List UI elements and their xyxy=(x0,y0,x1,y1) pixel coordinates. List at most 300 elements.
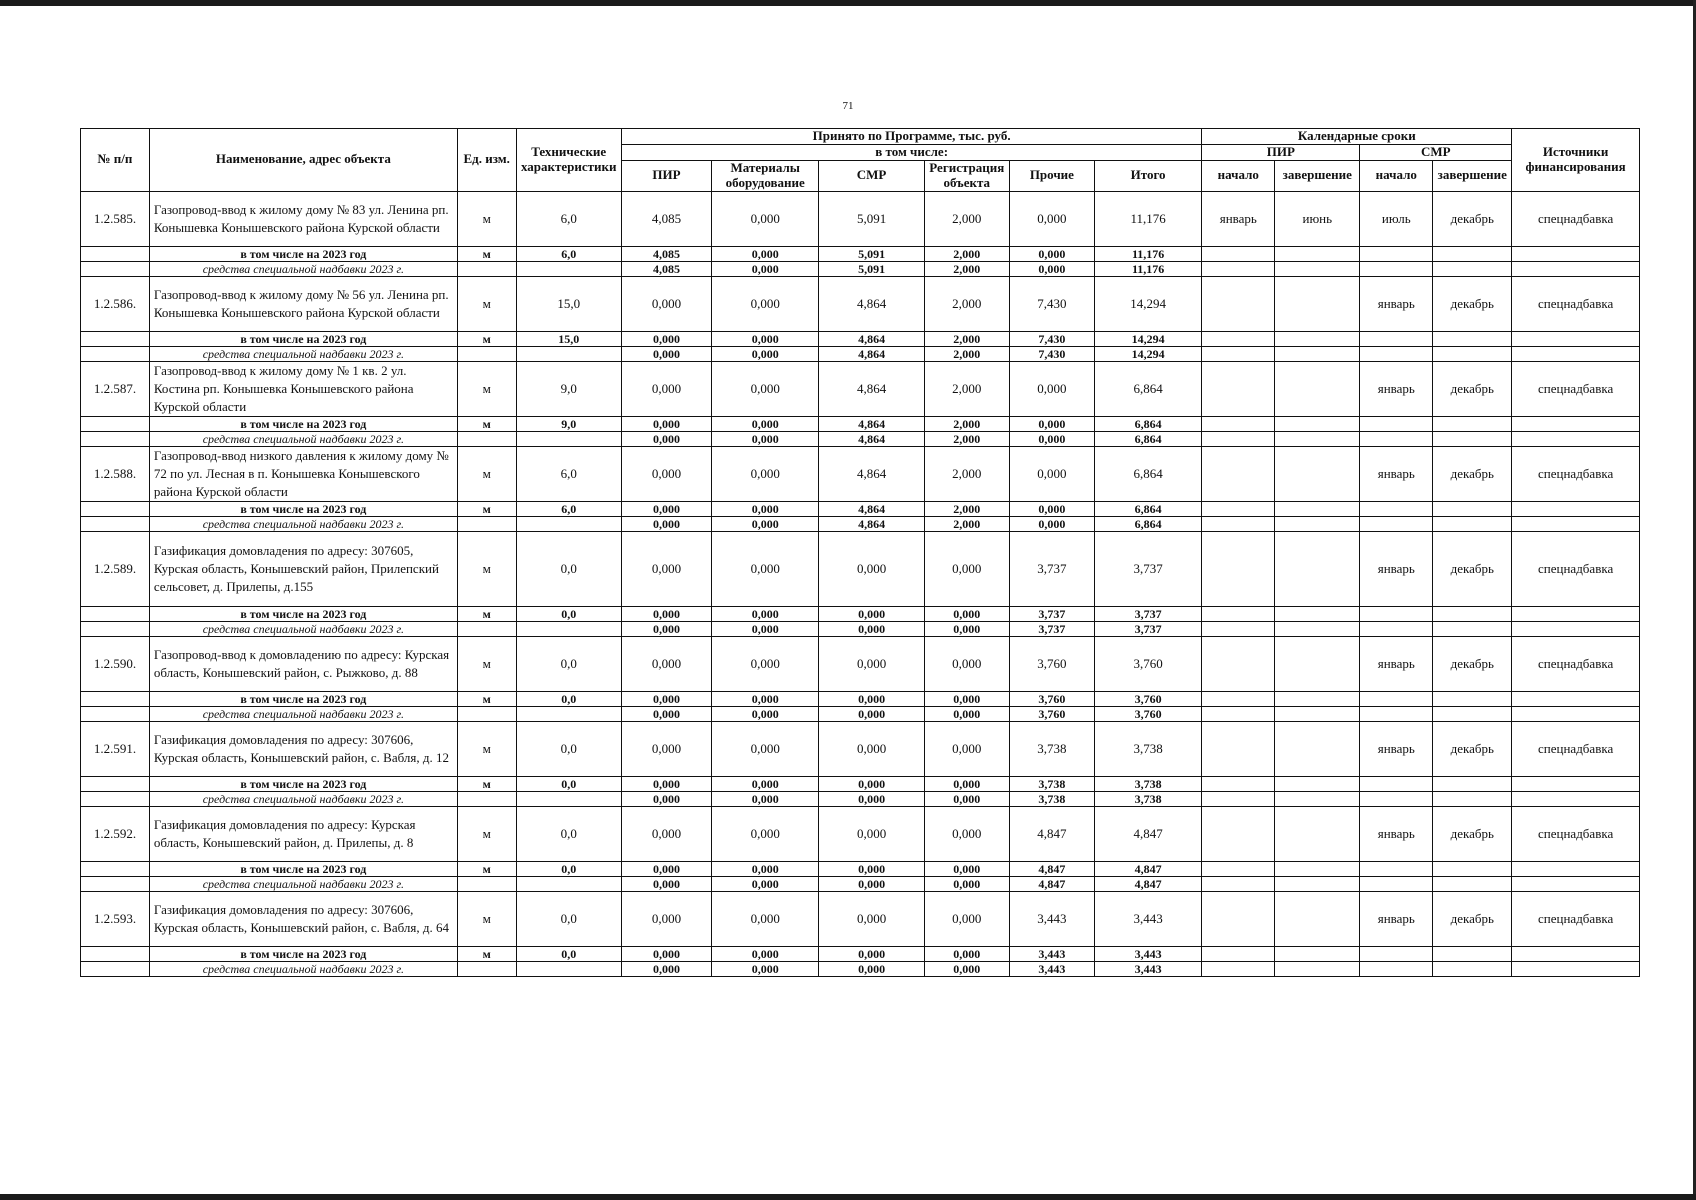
fund-registration: 2,000 xyxy=(924,346,1009,361)
financing-table xyxy=(80,128,1640,977)
sub-pir: 0,000 xyxy=(621,606,711,621)
sub-materials: 0,000 xyxy=(712,246,819,261)
object-pir-start xyxy=(1202,636,1275,691)
sub-pir: 0,000 xyxy=(621,691,711,706)
object-smr: 0,000 xyxy=(819,891,924,946)
fund-tech xyxy=(516,876,621,891)
fund-materials: 0,000 xyxy=(712,621,819,636)
sub-smr: 0,000 xyxy=(819,691,924,706)
sub-source xyxy=(1512,246,1640,261)
fund-registration: 0,000 xyxy=(924,961,1009,976)
sub-source xyxy=(1512,691,1640,706)
fund-other: 7,430 xyxy=(1009,346,1094,361)
object-smr: 4,864 xyxy=(819,446,924,501)
sub-pir: 0,000 xyxy=(621,776,711,791)
fund-pir: 0,000 xyxy=(621,516,711,531)
object-other: 0,000 xyxy=(1009,191,1094,246)
object-num: 1.2.592. xyxy=(81,806,150,861)
object-pir-start xyxy=(1202,891,1275,946)
fund-total: 6,864 xyxy=(1094,516,1201,531)
object-pir: 0,000 xyxy=(621,531,711,606)
fund-label: средства специальной надбавки 2023 г. xyxy=(149,261,457,276)
fund-smr: 0,000 xyxy=(819,621,924,636)
object-smr-end: декабрь xyxy=(1433,446,1512,501)
scan-border-top xyxy=(0,0,1696,6)
fund-other: 4,847 xyxy=(1009,876,1094,891)
fund-smr: 4,864 xyxy=(819,346,924,361)
object-name: Газопровод-ввод к жилому дому № 83 ул. Ленина рп. Конышевка Конышевского района Курской области xyxy=(149,191,457,246)
object-total: 3,760 xyxy=(1094,636,1201,691)
fund-unit xyxy=(457,706,516,721)
object-smr-end: декабрь xyxy=(1433,636,1512,691)
fund-label: средства специальной надбавки 2023 г. xyxy=(149,516,457,531)
fund-tech xyxy=(516,706,621,721)
object-unit: м xyxy=(457,446,516,501)
fund-smr-start xyxy=(1360,621,1433,636)
table-row-fund xyxy=(81,961,1640,976)
object-source: спецнадбавка xyxy=(1512,191,1640,246)
header-smr: СМР xyxy=(819,160,924,191)
object-tech: 9,0 xyxy=(516,361,621,416)
object-smr-end: декабрь xyxy=(1433,531,1512,606)
fund-pir-end xyxy=(1275,516,1360,531)
object-registration: 0,000 xyxy=(924,531,1009,606)
fund-num xyxy=(81,621,150,636)
fund-other: 3,737 xyxy=(1009,621,1094,636)
object-unit: м xyxy=(457,636,516,691)
object-smr-end: декабрь xyxy=(1433,806,1512,861)
object-other: 3,760 xyxy=(1009,636,1094,691)
fund-other: 3,738 xyxy=(1009,791,1094,806)
object-pir: 4,085 xyxy=(621,191,711,246)
object-name: Газопровод-ввод низкого давления к жилому дому № 72 по ул. Лесная в п. Конышевка Конышевского района Курской области xyxy=(149,446,457,501)
sub-label: в том числе на 2023 год xyxy=(149,416,457,431)
sub-num xyxy=(81,776,150,791)
object-unit: м xyxy=(457,361,516,416)
sub-pir-end xyxy=(1275,246,1360,261)
object-smr-end: декабрь xyxy=(1433,721,1512,776)
fund-label: средства специальной надбавки 2023 г. xyxy=(149,706,457,721)
sub-total: 3,737 xyxy=(1094,606,1201,621)
header-unit: Ед. изм. xyxy=(457,129,516,192)
sub-total: 14,294 xyxy=(1094,331,1201,346)
sub-source xyxy=(1512,776,1640,791)
header-accepted: Принято по Программе, тыс. руб. xyxy=(621,129,1201,145)
sub-num xyxy=(81,946,150,961)
header-calendar: Календарные сроки xyxy=(1202,129,1512,145)
header-registration: Регистрация объекта xyxy=(924,160,1009,191)
sub-label: в том числе на 2023 год xyxy=(149,501,457,516)
object-pir: 0,000 xyxy=(621,361,711,416)
sub-tech: 0,0 xyxy=(516,606,621,621)
object-registration: 0,000 xyxy=(924,891,1009,946)
object-smr-start: январь xyxy=(1360,361,1433,416)
fund-smr-end xyxy=(1433,621,1512,636)
sub-label: в том числе на 2023 год xyxy=(149,331,457,346)
fund-other: 3,443 xyxy=(1009,961,1094,976)
fund-registration: 0,000 xyxy=(924,706,1009,721)
fund-smr-end xyxy=(1433,876,1512,891)
fund-smr-end xyxy=(1433,346,1512,361)
object-pir-end xyxy=(1275,636,1360,691)
fund-pir-start xyxy=(1202,346,1275,361)
object-total: 11,176 xyxy=(1094,191,1201,246)
sub-num xyxy=(81,861,150,876)
table-row-subtotal xyxy=(81,416,1640,431)
sub-pir-end xyxy=(1275,861,1360,876)
sub-smr: 4,864 xyxy=(819,501,924,516)
sub-pir-end xyxy=(1275,416,1360,431)
sub-other: 3,443 xyxy=(1009,946,1094,961)
sub-pir-start xyxy=(1202,776,1275,791)
object-pir-end xyxy=(1275,531,1360,606)
object-tech: 0,0 xyxy=(516,891,621,946)
table-row xyxy=(81,191,1640,246)
sub-pir-start xyxy=(1202,246,1275,261)
sub-source xyxy=(1512,501,1640,516)
fund-smr: 4,864 xyxy=(819,431,924,446)
fund-other: 3,760 xyxy=(1009,706,1094,721)
header-cal-smr: СМР xyxy=(1360,144,1512,160)
object-pir: 0,000 xyxy=(621,446,711,501)
fund-registration: 0,000 xyxy=(924,876,1009,891)
sub-label: в том числе на 2023 год xyxy=(149,246,457,261)
sub-pir-end xyxy=(1275,946,1360,961)
table-row xyxy=(81,806,1640,861)
header-pir: ПИР xyxy=(621,160,711,191)
object-total: 3,738 xyxy=(1094,721,1201,776)
fund-num xyxy=(81,346,150,361)
object-source: спецнадбавка xyxy=(1512,891,1640,946)
object-pir: 0,000 xyxy=(621,806,711,861)
object-unit: м xyxy=(457,531,516,606)
table-row-fund xyxy=(81,791,1640,806)
fund-num xyxy=(81,431,150,446)
fund-smr-end xyxy=(1433,961,1512,976)
fund-total: 3,443 xyxy=(1094,961,1201,976)
sub-source xyxy=(1512,331,1640,346)
sub-num xyxy=(81,416,150,431)
fund-smr: 0,000 xyxy=(819,706,924,721)
object-other: 3,738 xyxy=(1009,721,1094,776)
object-unit: м xyxy=(457,721,516,776)
table-row-subtotal xyxy=(81,946,1640,961)
fund-registration: 0,000 xyxy=(924,621,1009,636)
sub-materials: 0,000 xyxy=(712,331,819,346)
object-smr: 0,000 xyxy=(819,531,924,606)
sub-pir: 0,000 xyxy=(621,501,711,516)
object-tech: 0,0 xyxy=(516,531,621,606)
object-pir: 0,000 xyxy=(621,636,711,691)
sub-pir: 4,085 xyxy=(621,246,711,261)
fund-pir: 0,000 xyxy=(621,876,711,891)
fund-total: 3,737 xyxy=(1094,621,1201,636)
fund-pir: 0,000 xyxy=(621,621,711,636)
object-source: спецнадбавка xyxy=(1512,721,1640,776)
fund-tech xyxy=(516,516,621,531)
fund-pir: 0,000 xyxy=(621,431,711,446)
sub-smr-start xyxy=(1360,691,1433,706)
fund-smr: 0,000 xyxy=(819,961,924,976)
object-total: 14,294 xyxy=(1094,276,1201,331)
object-materials: 0,000 xyxy=(712,891,819,946)
sub-smr: 5,091 xyxy=(819,246,924,261)
sub-other: 3,737 xyxy=(1009,606,1094,621)
sub-smr-start xyxy=(1360,246,1433,261)
object-num: 1.2.589. xyxy=(81,531,150,606)
sub-pir-start xyxy=(1202,691,1275,706)
table-row-subtotal xyxy=(81,501,1640,516)
object-materials: 0,000 xyxy=(712,276,819,331)
object-pir: 0,000 xyxy=(621,891,711,946)
sub-materials: 0,000 xyxy=(712,776,819,791)
object-materials: 0,000 xyxy=(712,191,819,246)
object-other: 7,430 xyxy=(1009,276,1094,331)
fund-materials: 0,000 xyxy=(712,516,819,531)
object-tech: 6,0 xyxy=(516,446,621,501)
object-pir-end xyxy=(1275,721,1360,776)
table-row-subtotal xyxy=(81,776,1640,791)
table-row-fund xyxy=(81,706,1640,721)
object-source: спецнадбавка xyxy=(1512,531,1640,606)
object-smr: 4,864 xyxy=(819,276,924,331)
sub-smr-end xyxy=(1433,606,1512,621)
fund-total: 3,760 xyxy=(1094,706,1201,721)
fund-source xyxy=(1512,706,1640,721)
sub-unit: м xyxy=(457,501,516,516)
fund-total: 11,176 xyxy=(1094,261,1201,276)
sub-label: в том числе на 2023 год xyxy=(149,606,457,621)
fund-num xyxy=(81,791,150,806)
object-smr-start: январь xyxy=(1360,276,1433,331)
fund-smr-start xyxy=(1360,706,1433,721)
sub-num xyxy=(81,691,150,706)
fund-tech xyxy=(516,346,621,361)
object-source: спецнадбавка xyxy=(1512,446,1640,501)
fund-smr-start xyxy=(1360,791,1433,806)
fund-total: 6,864 xyxy=(1094,431,1201,446)
sub-smr: 4,864 xyxy=(819,331,924,346)
fund-tech xyxy=(516,621,621,636)
sub-smr-end xyxy=(1433,861,1512,876)
header-sources: Источники финансирования xyxy=(1512,129,1640,192)
sub-smr: 4,864 xyxy=(819,416,924,431)
sub-unit: м xyxy=(457,331,516,346)
table-row-fund xyxy=(81,431,1640,446)
table-row xyxy=(81,276,1640,331)
object-name: Газопровод-ввод к жилому дому № 56 ул. Ленина рп. Конышевка Конышевского района Курской области xyxy=(149,276,457,331)
page-number: 71 xyxy=(842,100,854,112)
sub-label: в том числе на 2023 год xyxy=(149,776,457,791)
sub-tech: 0,0 xyxy=(516,776,621,791)
table-row-subtotal xyxy=(81,246,1640,261)
object-smr-start: январь xyxy=(1360,721,1433,776)
object-pir-start: январь xyxy=(1202,191,1275,246)
object-smr-end: декабрь xyxy=(1433,276,1512,331)
sub-smr: 0,000 xyxy=(819,861,924,876)
object-num: 1.2.588. xyxy=(81,446,150,501)
sub-registration: 2,000 xyxy=(924,246,1009,261)
object-smr-end: декабрь xyxy=(1433,891,1512,946)
object-total: 6,864 xyxy=(1094,361,1201,416)
fund-num xyxy=(81,516,150,531)
sub-unit: м xyxy=(457,691,516,706)
object-name: Газопровод-ввод к домовладению по адресу: Курская область, Конышевский район, с. Рыжково, д. 88 xyxy=(149,636,457,691)
object-pir-start xyxy=(1202,721,1275,776)
object-tech: 0,0 xyxy=(516,806,621,861)
fund-num xyxy=(81,961,150,976)
object-num: 1.2.585. xyxy=(81,191,150,246)
fund-unit xyxy=(457,791,516,806)
sub-pir-start xyxy=(1202,861,1275,876)
table-row-fund xyxy=(81,346,1640,361)
object-name: Газификация домовладения по адресу: 307606, Курская область, Конышевский район, с. Вабля, д. 64 xyxy=(149,891,457,946)
object-unit: м xyxy=(457,806,516,861)
object-unit: м xyxy=(457,276,516,331)
object-smr-start: январь xyxy=(1360,446,1433,501)
fund-materials: 0,000 xyxy=(712,961,819,976)
header-including: в том числе: xyxy=(621,144,1201,160)
fund-smr-start xyxy=(1360,516,1433,531)
fund-materials: 0,000 xyxy=(712,431,819,446)
sub-materials: 0,000 xyxy=(712,416,819,431)
fund-pir-start xyxy=(1202,431,1275,446)
object-source: спецнадбавка xyxy=(1512,361,1640,416)
fund-materials: 0,000 xyxy=(712,261,819,276)
sub-smr-end xyxy=(1433,246,1512,261)
fund-pir-end xyxy=(1275,876,1360,891)
object-pir-end: июнь xyxy=(1275,191,1360,246)
table-row-subtotal xyxy=(81,606,1640,621)
sub-materials: 0,000 xyxy=(712,501,819,516)
sub-smr-end xyxy=(1433,691,1512,706)
object-materials: 0,000 xyxy=(712,446,819,501)
sub-pir-end xyxy=(1275,776,1360,791)
header-other: Прочие xyxy=(1009,160,1094,191)
sub-smr: 0,000 xyxy=(819,606,924,621)
sub-pir-start xyxy=(1202,331,1275,346)
fund-source xyxy=(1512,516,1640,531)
object-total: 6,864 xyxy=(1094,446,1201,501)
fund-smr-start xyxy=(1360,261,1433,276)
object-smr-start: июль xyxy=(1360,191,1433,246)
object-pir-end xyxy=(1275,806,1360,861)
sub-smr-start xyxy=(1360,776,1433,791)
object-pir-end xyxy=(1275,276,1360,331)
fund-smr-end xyxy=(1433,706,1512,721)
header-pir-end: завершение xyxy=(1275,160,1360,191)
object-materials: 0,000 xyxy=(712,531,819,606)
header-num: № п/п xyxy=(81,129,150,192)
fund-pir-start xyxy=(1202,516,1275,531)
header-cal-pir: ПИР xyxy=(1202,144,1360,160)
object-name: Газификация домовладения по адресу: 307606, Курская область, Конышевский район, с. Вабля, д. 12 xyxy=(149,721,457,776)
fund-unit xyxy=(457,431,516,446)
sub-other: 0,000 xyxy=(1009,416,1094,431)
fund-smr-start xyxy=(1360,876,1433,891)
sub-label: в том числе на 2023 год xyxy=(149,861,457,876)
fund-unit xyxy=(457,621,516,636)
fund-tech xyxy=(516,261,621,276)
fund-num xyxy=(81,706,150,721)
sub-num xyxy=(81,606,150,621)
fund-materials: 0,000 xyxy=(712,791,819,806)
fund-unit xyxy=(457,961,516,976)
object-pir-end xyxy=(1275,446,1360,501)
sub-tech: 0,0 xyxy=(516,691,621,706)
sub-registration: 2,000 xyxy=(924,331,1009,346)
sub-pir: 0,000 xyxy=(621,416,711,431)
object-registration: 2,000 xyxy=(924,191,1009,246)
sub-unit: м xyxy=(457,776,516,791)
table-row xyxy=(81,361,1640,416)
header-name: Наименование, адрес объекта xyxy=(149,129,457,192)
object-name: Газификация домовладения по адресу: Курская область, Конышевский район, д. Прилепы, д. 8 xyxy=(149,806,457,861)
fund-source xyxy=(1512,621,1640,636)
object-source: спецнадбавка xyxy=(1512,276,1640,331)
object-registration: 2,000 xyxy=(924,361,1009,416)
object-materials: 0,000 xyxy=(712,806,819,861)
fund-smr-start xyxy=(1360,961,1433,976)
object-registration: 0,000 xyxy=(924,721,1009,776)
object-source: спецнадбавка xyxy=(1512,636,1640,691)
sub-source xyxy=(1512,416,1640,431)
sub-smr: 0,000 xyxy=(819,946,924,961)
fund-smr-start xyxy=(1360,431,1433,446)
object-tech: 15,0 xyxy=(516,276,621,331)
sub-tech: 0,0 xyxy=(516,861,621,876)
fund-source xyxy=(1512,261,1640,276)
fund-unit xyxy=(457,516,516,531)
sub-total: 6,864 xyxy=(1094,416,1201,431)
sub-other: 4,847 xyxy=(1009,861,1094,876)
sub-label: в том числе на 2023 год xyxy=(149,691,457,706)
fund-smr-end xyxy=(1433,261,1512,276)
sub-tech: 9,0 xyxy=(516,416,621,431)
sub-pir-end xyxy=(1275,501,1360,516)
object-materials: 0,000 xyxy=(712,721,819,776)
object-registration: 2,000 xyxy=(924,446,1009,501)
fund-pir-end xyxy=(1275,261,1360,276)
fund-source xyxy=(1512,431,1640,446)
sub-smr-start xyxy=(1360,331,1433,346)
sub-registration: 2,000 xyxy=(924,501,1009,516)
object-tech: 6,0 xyxy=(516,191,621,246)
sub-total: 6,864 xyxy=(1094,501,1201,516)
object-total: 3,443 xyxy=(1094,891,1201,946)
fund-total: 14,294 xyxy=(1094,346,1201,361)
sub-tech: 15,0 xyxy=(516,331,621,346)
sub-smr-start xyxy=(1360,501,1433,516)
table-row xyxy=(81,636,1640,691)
fund-pir-end xyxy=(1275,791,1360,806)
object-smr: 0,000 xyxy=(819,636,924,691)
object-num: 1.2.591. xyxy=(81,721,150,776)
fund-pir-start xyxy=(1202,791,1275,806)
fund-pir-end xyxy=(1275,431,1360,446)
sub-materials: 0,000 xyxy=(712,606,819,621)
object-smr: 5,091 xyxy=(819,191,924,246)
sub-pir-end xyxy=(1275,331,1360,346)
fund-tech xyxy=(516,961,621,976)
sub-total: 3,760 xyxy=(1094,691,1201,706)
object-smr-end: декабрь xyxy=(1433,361,1512,416)
object-materials: 0,000 xyxy=(712,636,819,691)
fund-source xyxy=(1512,791,1640,806)
sub-unit: м xyxy=(457,246,516,261)
object-unit: м xyxy=(457,891,516,946)
sub-pir-start xyxy=(1202,946,1275,961)
